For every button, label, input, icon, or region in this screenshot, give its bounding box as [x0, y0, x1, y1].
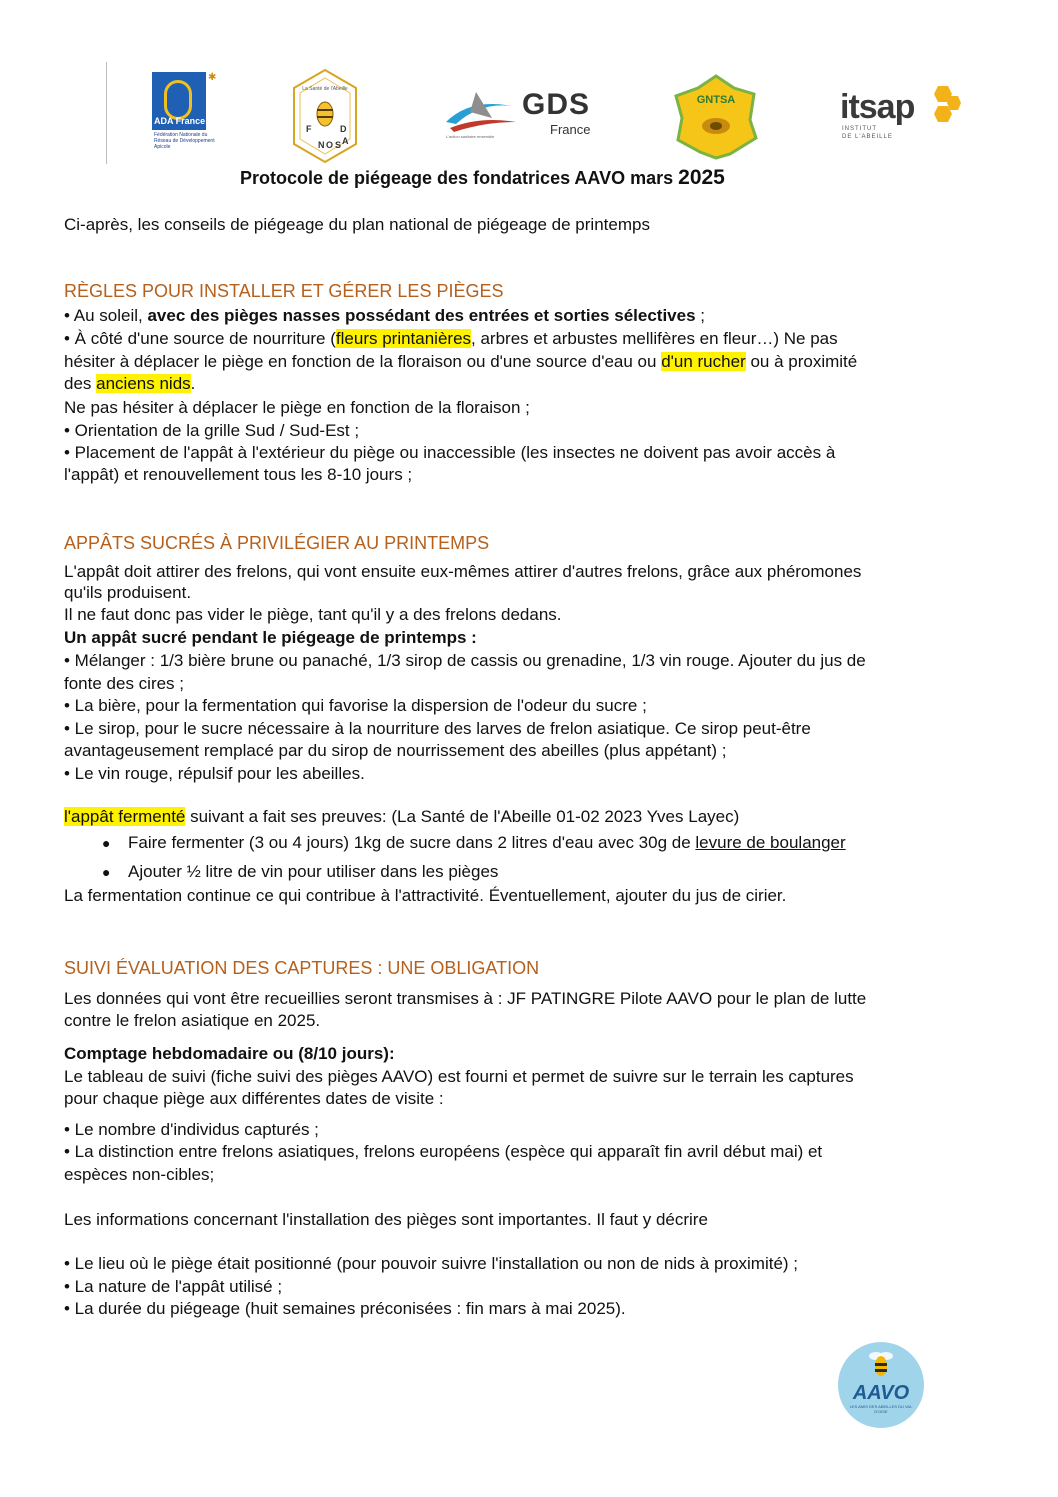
bait-line: L'appât doit attirer des frelons, qui vont ensuite eux-mêmes attirer d'autres frelons, grâce aux phéromones	[64, 562, 862, 581]
intro-text: Ci-après, les conseils de piégeage du plan national de piégeage de printemps	[64, 215, 650, 234]
partner-logos	[100, 60, 980, 170]
bait-line: • Le sirop, pour le sucre nécessaire à la nourriture des larves de frelon asiatique. Ce sirop peut-être	[64, 719, 811, 738]
monitoring-line: pour chaque piège aux différentes dates de visite :	[64, 1089, 444, 1108]
fnosad-logo: La Santé de l'Abeille F N O S A D	[290, 68, 360, 164]
aavo-logo: AAVO LES AMIS DES ABEILLES DU VAL D'OISE	[838, 1342, 924, 1428]
list-item: Ajouter ½ litre de vin pour utiliser dans les pièges	[128, 862, 499, 881]
rule-line: Ne pas hésiter à déplacer le piège en fonction de la floraison ;	[64, 398, 530, 417]
bee-icon	[868, 1348, 894, 1378]
monitoring-line: espèces non-cibles;	[64, 1165, 215, 1184]
gntsa-logo: GNTSA	[674, 74, 758, 160]
monitoring-subheading: Comptage hebdomadaire ou (8/10 jours):	[64, 1044, 395, 1063]
monitoring-line: • La nature de l'appât utilisé ;	[64, 1277, 283, 1296]
itsap-logo: itsap INSTITUT DE L'ABEILLE	[838, 82, 958, 142]
rule-line: • Au soleil, avec des pièges nasses possédant des entrées et sorties sélectives ;	[64, 306, 705, 325]
bullet-icon: ●	[102, 864, 111, 880]
monitoring-line: contre le frelon asiatique en 2025.	[64, 1011, 321, 1030]
section-heading-rules: RÈGLES POUR INSTALLER ET GÉRER LES PIÈGES	[64, 281, 504, 301]
section-heading-baits: APPÂTS SUCRÉS À PRIVILÉGIER AU PRINTEMPS	[64, 533, 490, 553]
bait-line: • La bière, pour la fermentation qui favorise la dispersion de l'odeur du sucre ;	[64, 696, 647, 715]
monitoring-line: • Le lieu où le piège était positionné (pour pouvoir suivre l'installation ou non de nids à proximité) ;	[64, 1254, 799, 1273]
monitoring-line: • Le nombre d'individus capturés ;	[64, 1120, 319, 1139]
bait-line: avantageusement remplacé par du sirop de nourrissement des abeilles (plus appétant) ;	[64, 741, 727, 760]
bait-subheading: Un appât sucré pendant le piégeage de printemps :	[64, 628, 477, 647]
bait-line: • Mélanger : 1/3 bière brune ou panaché, 1/3 sirop de cassis ou grenadine, 1/3 vin rouge. Ajouter du jus de	[64, 651, 866, 670]
bait-line: La fermentation continue ce qui contribue à l'attractivité. Éventuellement, ajouter du jus de cirier.	[64, 886, 787, 905]
ada-france-logo: ADA France Fédération Nationale du Réseau de Développement Apicole ✱	[154, 72, 217, 150]
bait-line: • Le vin rouge, répulsif pour les abeilles.	[64, 764, 365, 783]
bait-line: Il ne faut donc pas vider le piège, tant qu'il y a des frelons dedans.	[64, 605, 562, 624]
divider	[106, 62, 107, 164]
bullet-icon: ●	[102, 835, 111, 851]
rule-line: • Placement de l'appât à l'extérieur du piège ou inaccessible (les insectes ne doivent pas avoir accès à	[64, 443, 836, 462]
bee-icon: ✱	[208, 72, 217, 83]
rule-line: • Orientation de la grille Sud / Sud-Est ;	[64, 421, 360, 440]
monitoring-line: Les informations concernant l'installation des pièges sont importantes. Il faut y décrire	[64, 1210, 708, 1229]
bait-line: fonte des cires ;	[64, 674, 185, 693]
rule-line: • À côté d'une source de nourriture (fleurs printanières, arbres et arbustes mellifères en fleur…) Ne pas	[64, 329, 838, 348]
page-title: Protocole de piégeage des fondatrices AAVO mars 2025	[240, 166, 725, 189]
rule-line: hésiter à déplacer le piège en fonction de la floraison ou d'une source d'eau ou d'un rucher ou à proximité	[64, 352, 858, 371]
monitoring-line: Le tableau de suivi (fiche suivi des pièges AAVO) est fourni et permet de suivre sur le terrain les captures	[64, 1067, 854, 1086]
monitoring-line: • La distinction entre frelons asiatiques, frelons européens (espèce qui apparaît fin avril début mai) et	[64, 1142, 823, 1161]
section-heading-monitoring: SUIVI ÉVALUATION DES CAPTURES : UNE OBLIGATION	[64, 958, 540, 978]
gds-france-logo: GDS France L'action sanitaire ensemble	[446, 88, 591, 139]
monitoring-line: • La durée du piégeage (huit semaines préconisées : fin mars à mai 2025).	[64, 1299, 626, 1318]
list-item: Faire fermenter (3 ou 4 jours) 1kg de sucre dans 2 litres d'eau avec 30g de levure de boulanger	[128, 833, 846, 852]
monitoring-line: Les données qui vont être recueillies seront transmises à : JF PATINGRE Pilote AAVO pour le plan de lutte	[64, 989, 867, 1008]
fermented-bait-intro: l'appât fermenté suivant a fait ses preuves: (La Santé de l'Abeille 01-02 2023 Yves Layec)	[64, 807, 740, 826]
rule-line: l'appât) et renouvellement tous les 8-10 jours ;	[64, 465, 413, 484]
rule-line: des anciens nids.	[64, 374, 196, 393]
bait-line: qu'ils produisent.	[64, 583, 192, 602]
